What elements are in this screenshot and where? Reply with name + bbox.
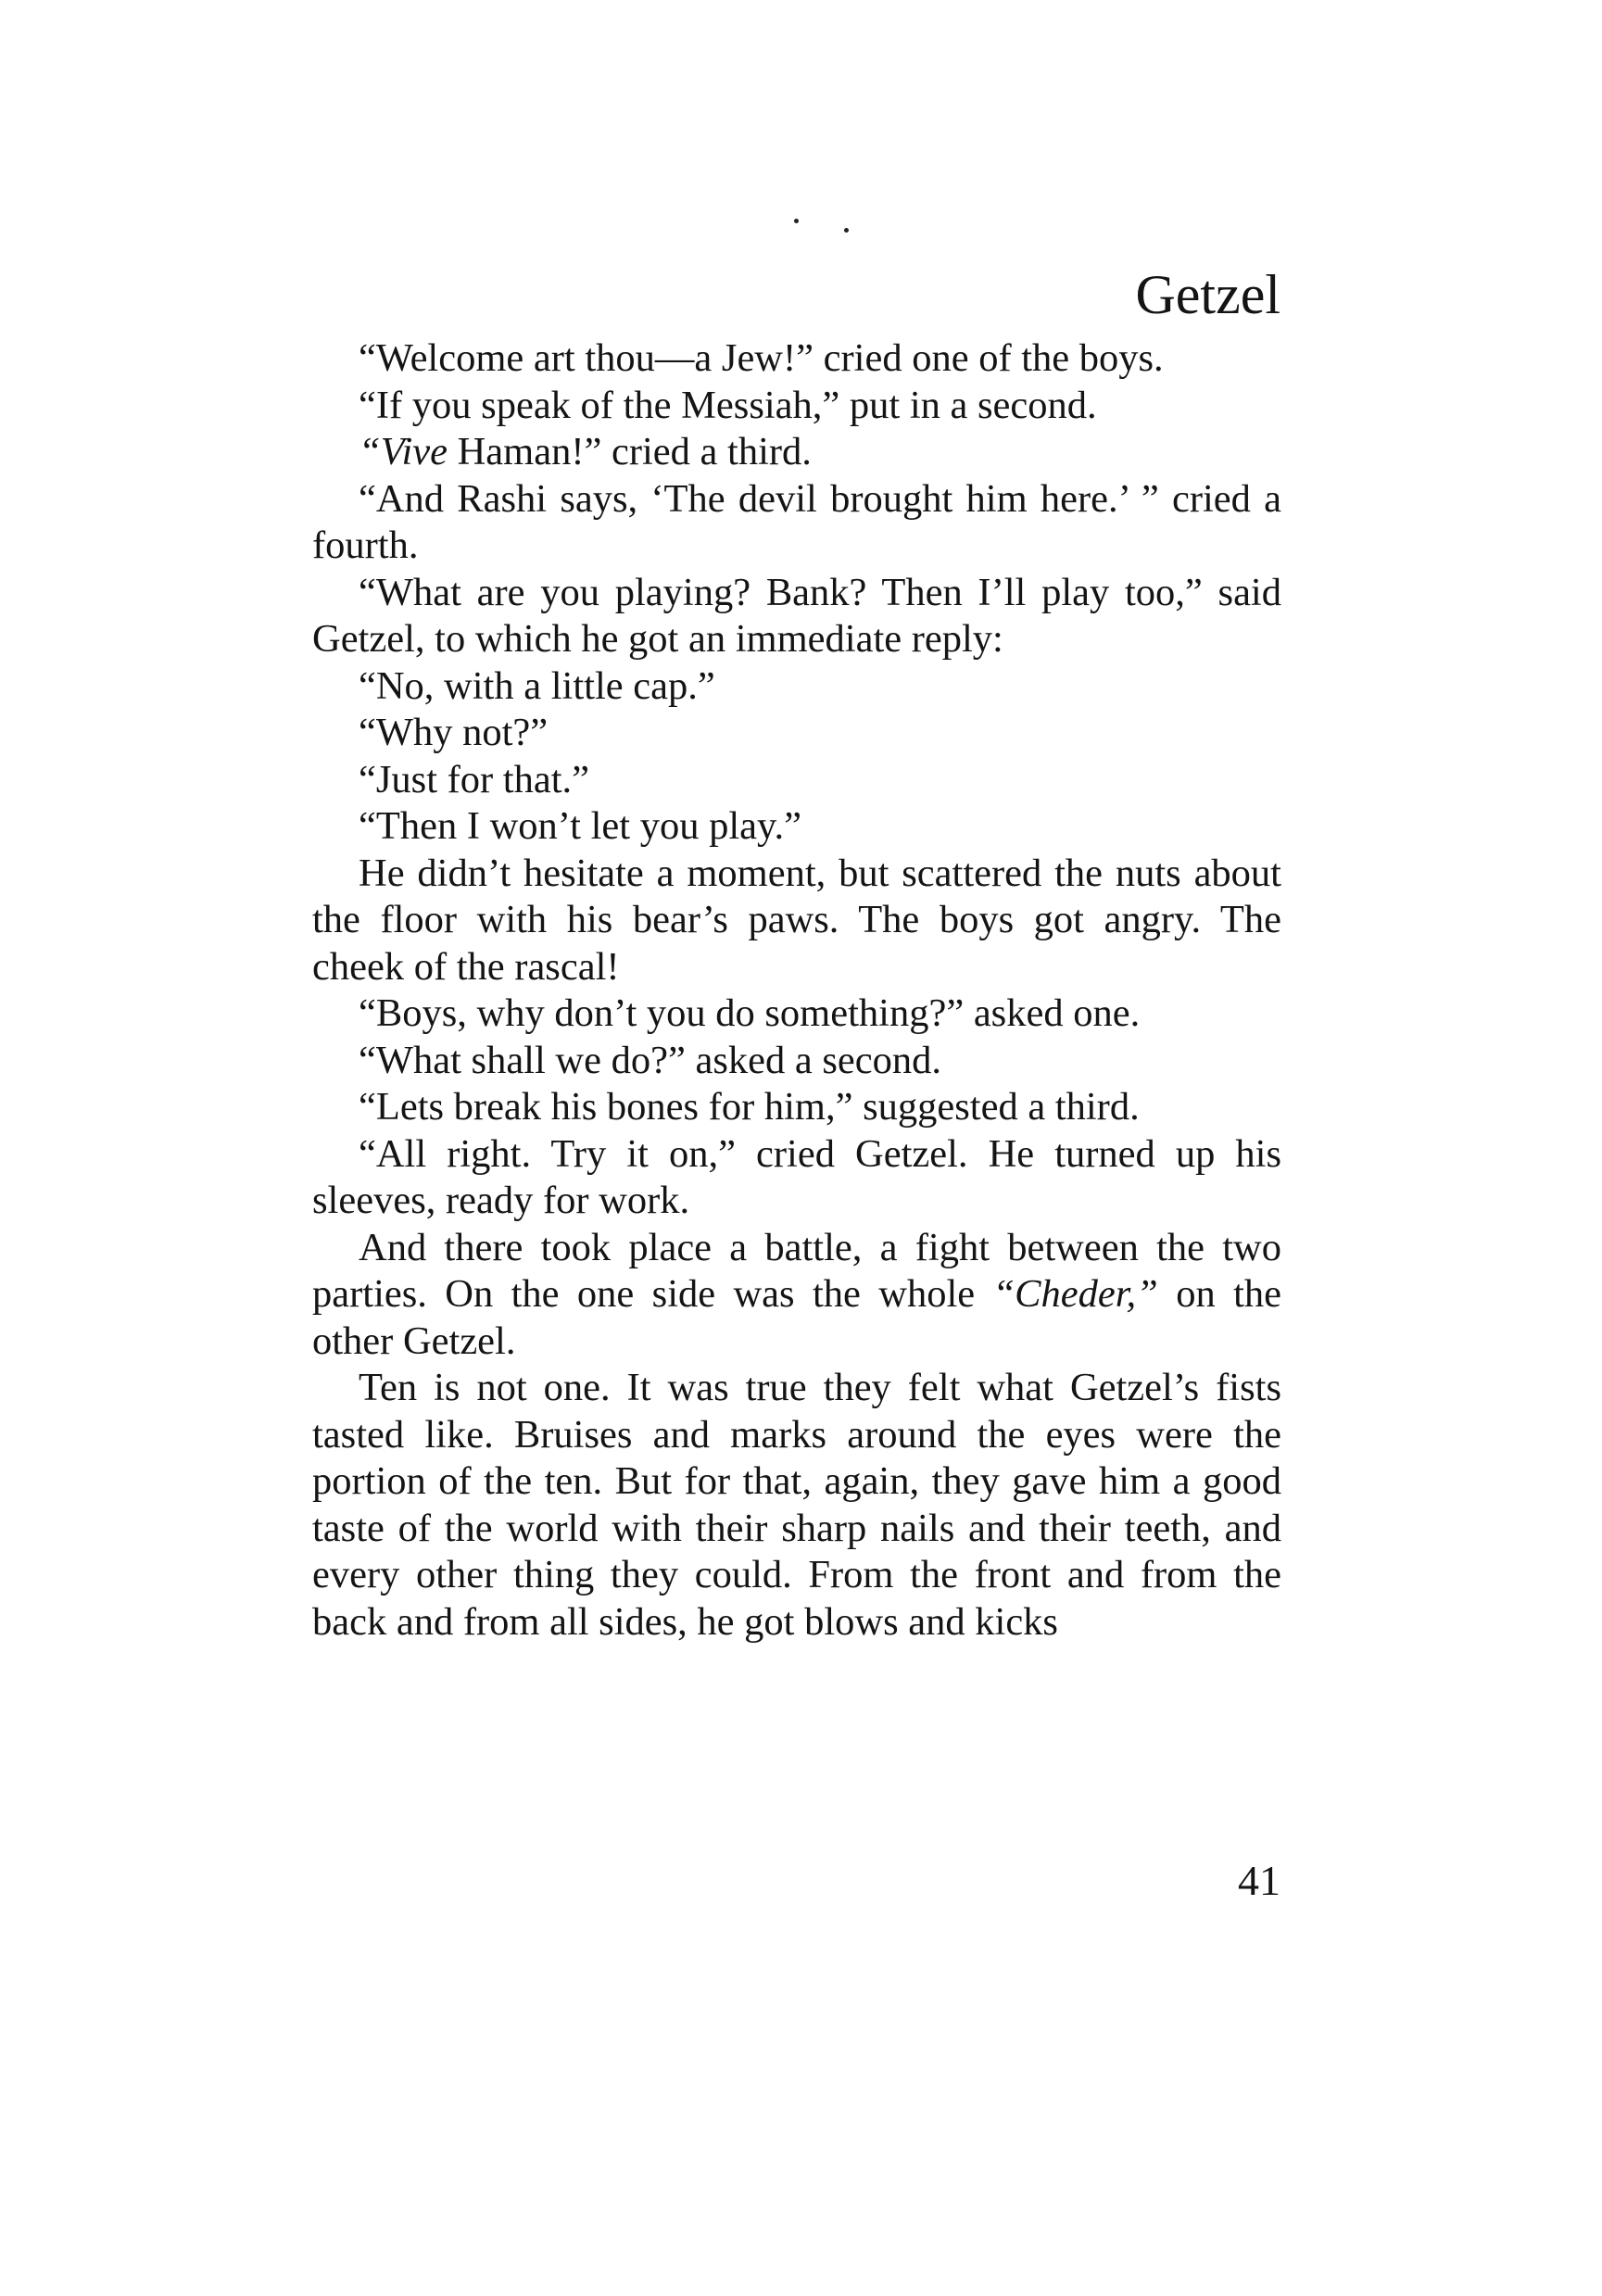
text-run: He didn’t hesitate a moment, but scattered the nuts about the floor with his bear’s paws. The boys got angry. The cheek of the rascal!	[312, 851, 1281, 989]
text-run: “No, with a little cap.”	[359, 663, 715, 708]
paragraph	[312, 851, 1281, 991]
text-run: And there took place a battle, a fight between the two parties. On the one side was the whole	[312, 1225, 1281, 1316]
text-run: “Why not?”	[359, 711, 549, 754]
text-run: “Lets break his bones for him,” suggested a third.	[359, 1085, 1140, 1129]
paragraph	[312, 1038, 1281, 1085]
running-head: Getzel	[1135, 264, 1280, 325]
text-run: “Boys, why don’t you do something?” asked one.	[359, 991, 1141, 1035]
text-run: Haman!” cried a third.	[447, 430, 812, 473]
paragraph	[312, 663, 1281, 711]
paragraph	[312, 990, 1281, 1038]
print-specks	[783, 215, 857, 233]
text-run: on the other Getzel.	[312, 1272, 1282, 1363]
paragraph	[312, 1365, 1281, 1646]
paragraph	[312, 429, 1281, 476]
text-run: “Just for that.”	[359, 757, 590, 801]
paragraph	[312, 757, 1281, 804]
speck-mark	[844, 228, 849, 233]
italic-text: “Vive	[359, 430, 448, 473]
speck-mark	[794, 219, 799, 223]
paragraph	[312, 476, 1281, 570]
paragraph	[312, 335, 1281, 383]
paragraph	[312, 570, 1281, 663]
body-text	[312, 335, 1281, 1646]
text-run: “What shall we do?” asked a second.	[359, 1038, 941, 1082]
text-run: “Welcome art thou—a Jew!” cried one of the boys.	[359, 336, 1164, 380]
paragraph	[312, 1225, 1281, 1366]
text-run: “All right. Try it on,” cried Getzel. He turned up his sleeves, ready for work.	[312, 1131, 1281, 1222]
text-run: “And Rashi says, ‘The devil brought him here.’ ” cried a fourth.	[312, 476, 1281, 567]
paragraph	[312, 383, 1281, 430]
text-run: Ten is not one. It was true they felt what Getzel’s fists tasted like. Bruises and marks around the eyes were the portion of the ten. But for that, again, they gave him a good taste of the world with their sharp nails and their teeth, and every other thing they could. From the front and from the back and from all sides, he got blows and kicks	[312, 1366, 1281, 1644]
text-run: “What are you playing? Bank? Then I’ll play too,” said Getzel, to which he got an immediate reply:	[312, 570, 1281, 661]
paragraph	[312, 803, 1281, 851]
paragraph	[312, 1131, 1281, 1225]
paragraph	[312, 710, 1281, 757]
text-run: “If you speak of the Messiah,” put in a second.	[359, 383, 1097, 427]
italic-text: “Cheder,”	[992, 1272, 1158, 1316]
text-run: “Then I won’t let you play.”	[359, 804, 801, 848]
paragraph	[312, 1084, 1281, 1131]
page-number: 41	[1238, 1857, 1280, 1904]
